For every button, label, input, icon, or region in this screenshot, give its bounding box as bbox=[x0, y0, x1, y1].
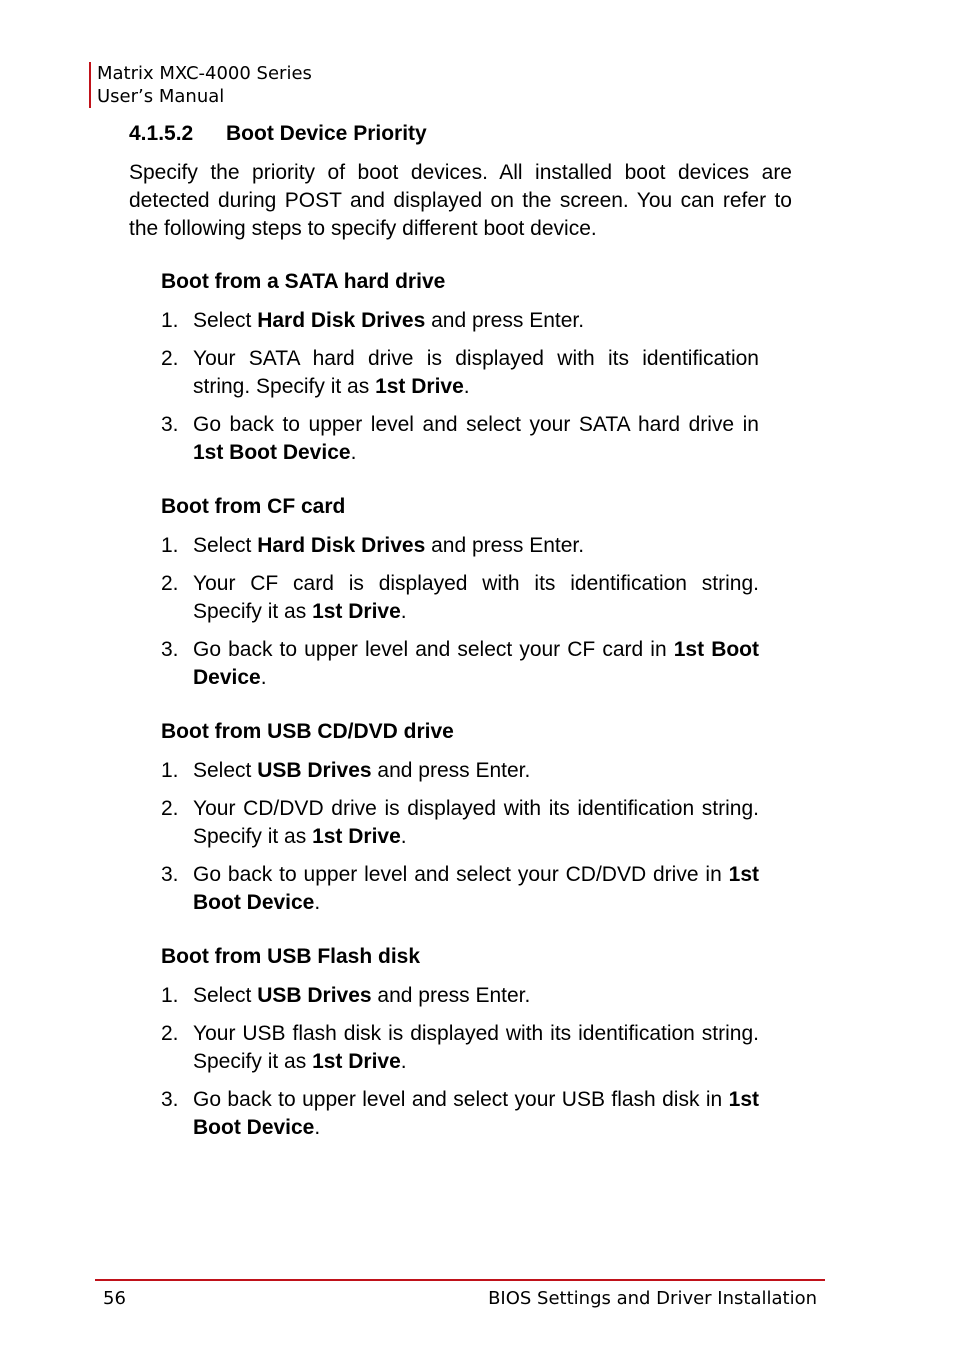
step-number: 2. bbox=[161, 572, 179, 595]
running-header bbox=[89, 62, 312, 108]
step-item bbox=[161, 411, 759, 467]
step-text: Your SATA hard drive is displayed with its identification string. Specify it as bbox=[193, 347, 759, 398]
step-text-end: . bbox=[314, 1116, 321, 1139]
step-text-end: . bbox=[400, 825, 407, 848]
step-item bbox=[161, 861, 759, 917]
step-item bbox=[161, 982, 759, 1010]
section-number: 4.1.5.2 bbox=[129, 122, 194, 145]
step-text: Go back to upper level and select your USB flash disk in bbox=[193, 1088, 729, 1111]
chapter-title: BIOS Settings and Driver Installation bbox=[488, 1288, 817, 1309]
step-text-end: and press Enter. bbox=[371, 984, 531, 1007]
step-number: 2. bbox=[161, 1022, 179, 1045]
step-text: Go back to upper level and select your CF card in bbox=[193, 638, 674, 661]
block-heading: Boot from USB CD/DVD drive bbox=[161, 720, 454, 743]
block-heading: Boot from USB Flash disk bbox=[161, 945, 421, 968]
steps-list bbox=[161, 982, 759, 1142]
step-text: Select bbox=[193, 984, 258, 1007]
step-emphasis: Hard Disk Drives bbox=[257, 534, 426, 557]
step-number: 2. bbox=[161, 347, 179, 370]
step-emphasis: 1st Drive bbox=[312, 825, 401, 848]
page-number: 56 bbox=[103, 1288, 126, 1309]
steps-list bbox=[161, 757, 759, 917]
step-text: Your USB flash disk is displayed with its identification string. Specify it as bbox=[193, 1022, 759, 1073]
step-text: Go back to upper level and select your CD/DVD drive in bbox=[193, 863, 729, 886]
step-text-end: and press Enter. bbox=[371, 759, 531, 782]
step-emphasis: 1st Boot Device bbox=[193, 1088, 759, 1139]
step-emphasis: 1st Boot Device bbox=[193, 638, 760, 689]
block-heading: Boot from a SATA hard drive bbox=[161, 270, 446, 293]
step-emphasis: 1st Boot Device bbox=[193, 441, 351, 464]
step-text-end: and press Enter. bbox=[425, 309, 585, 332]
step-text-end: . bbox=[350, 441, 357, 464]
step-item bbox=[161, 795, 759, 851]
step-number: 2. bbox=[161, 797, 179, 820]
step-text-end: . bbox=[400, 600, 407, 623]
step-item bbox=[161, 532, 759, 560]
step-item bbox=[161, 570, 759, 626]
step-item bbox=[161, 636, 759, 692]
step-number: 1. bbox=[161, 534, 179, 557]
step-item bbox=[161, 1020, 759, 1076]
boot-block-usb-cd-dvd bbox=[161, 718, 759, 927]
step-item bbox=[161, 345, 759, 401]
step-text: Go back to upper level and select your SATA hard drive in bbox=[193, 413, 759, 436]
step-text: Select bbox=[193, 534, 258, 557]
step-emphasis: 1st Drive bbox=[312, 1050, 401, 1073]
step-number: 1. bbox=[161, 984, 179, 1007]
step-emphasis: 1st Drive bbox=[312, 600, 401, 623]
step-text: Select bbox=[193, 759, 258, 782]
boot-block-usb-flash bbox=[161, 943, 759, 1152]
step-emphasis: Hard Disk Drives bbox=[257, 309, 426, 332]
steps-list bbox=[161, 532, 759, 692]
step-emphasis: USB Drives bbox=[257, 984, 372, 1007]
step-item bbox=[161, 307, 759, 335]
step-emphasis: 1st Boot Device bbox=[193, 863, 759, 914]
step-emphasis: USB Drives bbox=[257, 759, 372, 782]
step-text-end: . bbox=[463, 375, 470, 398]
boot-block-cf bbox=[161, 493, 759, 702]
step-text-end: and press Enter. bbox=[425, 534, 585, 557]
block-heading: Boot from CF card bbox=[161, 495, 346, 518]
step-number: 3. bbox=[161, 1088, 179, 1111]
section-title: Boot Device Priority bbox=[226, 122, 427, 145]
step-number: 3. bbox=[161, 638, 179, 661]
section-heading bbox=[129, 122, 427, 146]
step-text: Your CD/DVD drive is displayed with its identification string. Specify it as bbox=[193, 797, 759, 848]
boot-block-sata bbox=[161, 268, 759, 477]
step-text: Select bbox=[193, 309, 258, 332]
step-item bbox=[161, 1086, 759, 1142]
step-number: 3. bbox=[161, 863, 179, 886]
step-emphasis: 1st Drive bbox=[375, 375, 464, 398]
step-number: 1. bbox=[161, 759, 179, 782]
step-text-end: . bbox=[400, 1050, 407, 1073]
section-intro: Specify the priority of boot devices. All installed boot devices are detected during POST and displayed on the screen. You can refer to the following steps to specify different boot device. bbox=[129, 161, 792, 240]
steps-list bbox=[161, 307, 759, 467]
header-doc-type: User’s Manual bbox=[97, 86, 225, 107]
step-number: 3. bbox=[161, 413, 179, 436]
step-text: Your CF card is displayed with its identification string. Specify it as bbox=[193, 572, 759, 623]
step-text-end: . bbox=[260, 666, 267, 689]
step-number: 1. bbox=[161, 309, 179, 332]
header-product: Matrix MXC-4000 Series bbox=[97, 63, 312, 84]
footer-divider bbox=[95, 1279, 825, 1281]
step-text-end: . bbox=[314, 891, 321, 914]
step-item bbox=[161, 757, 759, 785]
